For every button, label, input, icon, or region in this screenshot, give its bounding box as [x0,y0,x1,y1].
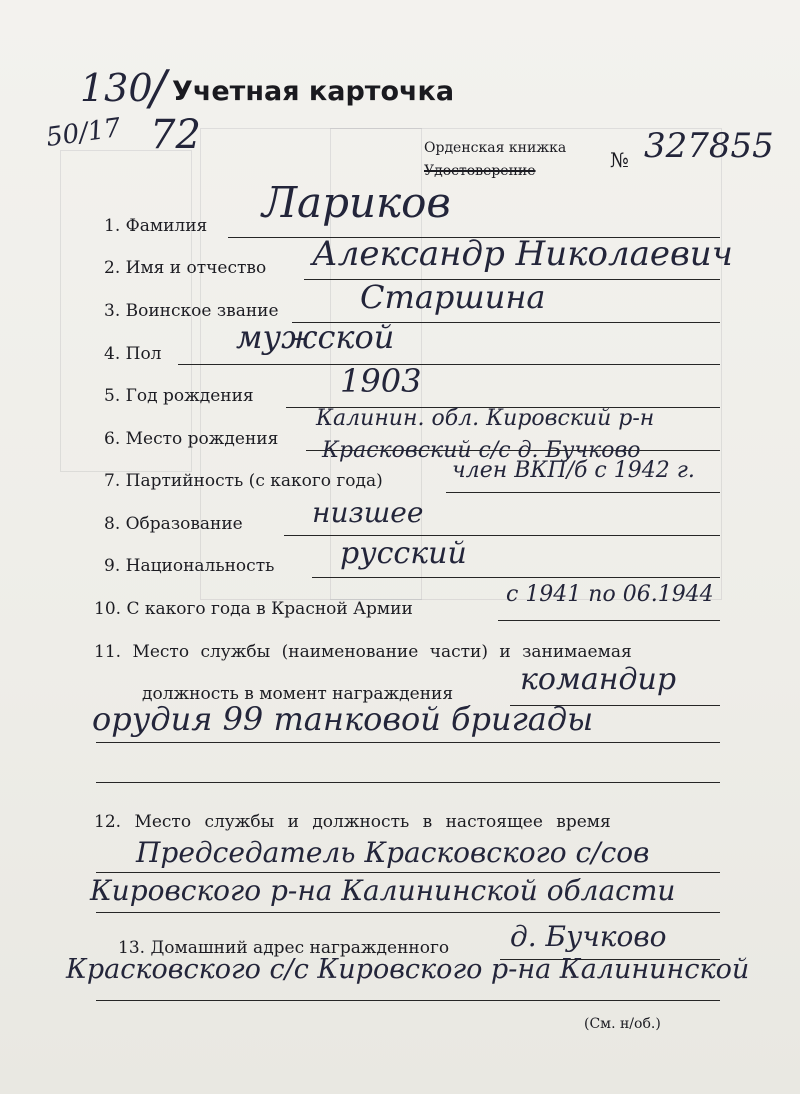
birthplace-value-line2: Красковский с/с д. Бучково [322,438,641,463]
birth-year-value: 1903 [340,362,422,400]
birthplace-label: 6. Место рождения [104,429,279,449]
order-book-label: Орденская книжка [424,140,567,156]
order-book-number: 327855 [644,126,774,166]
rank-label: 3. Воинское звание [104,301,279,321]
service-award-line-2 [96,742,720,743]
service-now-label: 12. Место службы и должность в настоящее время [94,812,611,832]
sex-line [178,364,720,365]
address-value-line1: д. Бучково [510,920,667,953]
address-line-2 [96,1000,720,1001]
service-now-value-line2: Кировского р-на Калининской области [90,874,676,907]
card-title: Учетная карточка [172,76,455,107]
sex-label: 4. Пол [104,344,162,364]
service-award-value-line2: орудия 99 танковой бригады [92,700,594,738]
address-value-line2: Красковского с/с Кировского р-на Калининской [66,954,750,985]
archive-number-bottom: 72 [150,112,201,158]
surname-value: Лариков [262,178,451,227]
army-since-value: с 1941 по 06.1944 [506,582,714,607]
name-label: 2. Имя и отчество [104,258,267,278]
see-reverse-note: (См. н/об.) [584,1016,661,1032]
party-value: член ВКП/б с 1942 г. [452,458,695,483]
birthplace-value-line1: Калинин. обл. Кировский р-н [316,406,655,431]
archive-slash: / [150,60,167,116]
nationality-value: русский [340,536,467,571]
archive-number-top: 130 [80,66,153,110]
service-award-label-line2: должность в момент награждения [142,684,454,704]
education-value: низшее [312,496,424,529]
army-since-label: 10. С какого года в Красной Армии [94,599,413,619]
party-label: 7. Партийность (с какого года) [104,471,383,491]
rank-value: Старшина [360,278,546,316]
sex-value: мужской [236,318,395,356]
service-award-line-3 [96,782,720,783]
address-label: 13. Домашний адрес награжденного [118,938,450,958]
certificate-label: Удостоверение [424,163,536,179]
service-now-value-line1: Председатель Красковского с/сов [136,836,650,869]
education-label: 8. Образование [104,514,243,534]
party-line [446,492,720,493]
service-award-label-line1: 11. Место службы (наименование части) и занимаемая [94,642,632,662]
surname-label: 1. Фамилия [104,216,208,236]
archive-code: 50/17 [44,112,123,154]
nationality-label: 9. Национальность [104,556,275,576]
name-value: Александр Николаевич [312,234,733,274]
service-award-value-line1: командир [520,662,677,697]
service-now-line-1 [96,872,720,873]
army-since-line [498,620,720,621]
nationality-line [312,577,720,578]
number-sign: № [610,148,629,172]
service-now-line-2 [96,912,720,913]
birth-year-label: 5. Год рождения [104,386,254,406]
